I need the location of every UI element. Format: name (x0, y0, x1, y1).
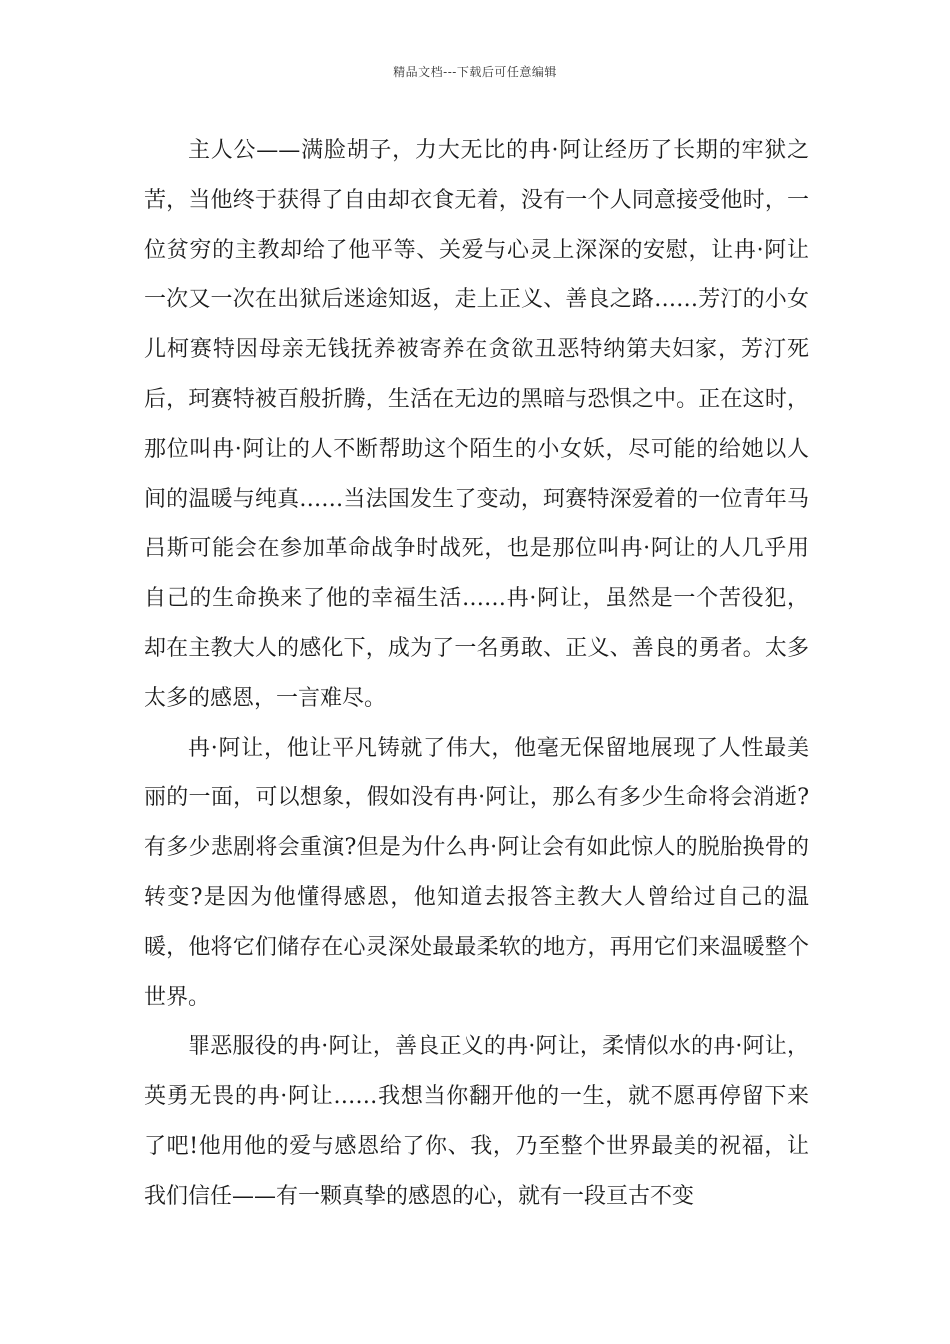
page-header: 精品文档---下载后可任意编辑 (393, 65, 557, 79)
paragraph-3: 罪恶服役的冉·阿让，善良正义的冉·阿让，柔情似水的冉·阿让，英勇无畏的冉·阿让……我想当你翻开他的一生，就不愿再停留下来了吧!他用他的爱与感恩给了你、我，乃至整个世界最美的祝福，让我们信任——有一颗真挚的感恩的心，就有一段亘古不变 (144, 1034, 809, 1209)
paragraph-2: 冉·阿让，他让平凡铸就了伟大，他毫无保留地展现了人性最美丽的一面，可以想象，假如没有冉·阿让，那么有多少生命将会消逝?有多少悲剧将会重演?但是为什么冉·阿让会有如此惊人的脱胎换骨的转变?是因为他懂得感恩，他知道去报答主教大人曾给过自己的温暖，他将它们储存在心灵深处最最柔软的地方，再用它们来温暖整个世界。 (144, 735, 809, 1010)
paragraph-1: 主人公——满脸胡子，力大无比的冉·阿让经历了长期的牢狱之苦，当他终于获得了自由却衣食无着，没有一个人同意接受他时，一位贫穷的主教却给了他平等、关爱与心灵上深深的安慰，让冉·阿让一次又一次在出狱后迷途知返，走上正义、善良之路……芳汀的小女儿柯赛特因母亲无钱抚养被寄养在贪欲丑恶特纳第夫妇家，芳汀死后，珂赛特被百般折腾，生活在无边的黑暗与恐惧之中。正在这时，那位叫冉·阿让的人不断帮助这个陌生的小女妖，尽可能的给她以人间的温暖与纯真……当法国发生了变动，珂赛特深爱着的一位青年马吕斯可能会在参加革命战争时战死，也是那位叫冉·阿让的人几乎用自己的生命换来了他的幸福生活……冉·阿让，虽然是一个苦役犯，却在主教大人的感化下，成为了一名勇敢、正义、善良的勇者。太多太多的感恩，一言难尽。 (144, 138, 809, 711)
document-body (144, 126, 809, 1222)
